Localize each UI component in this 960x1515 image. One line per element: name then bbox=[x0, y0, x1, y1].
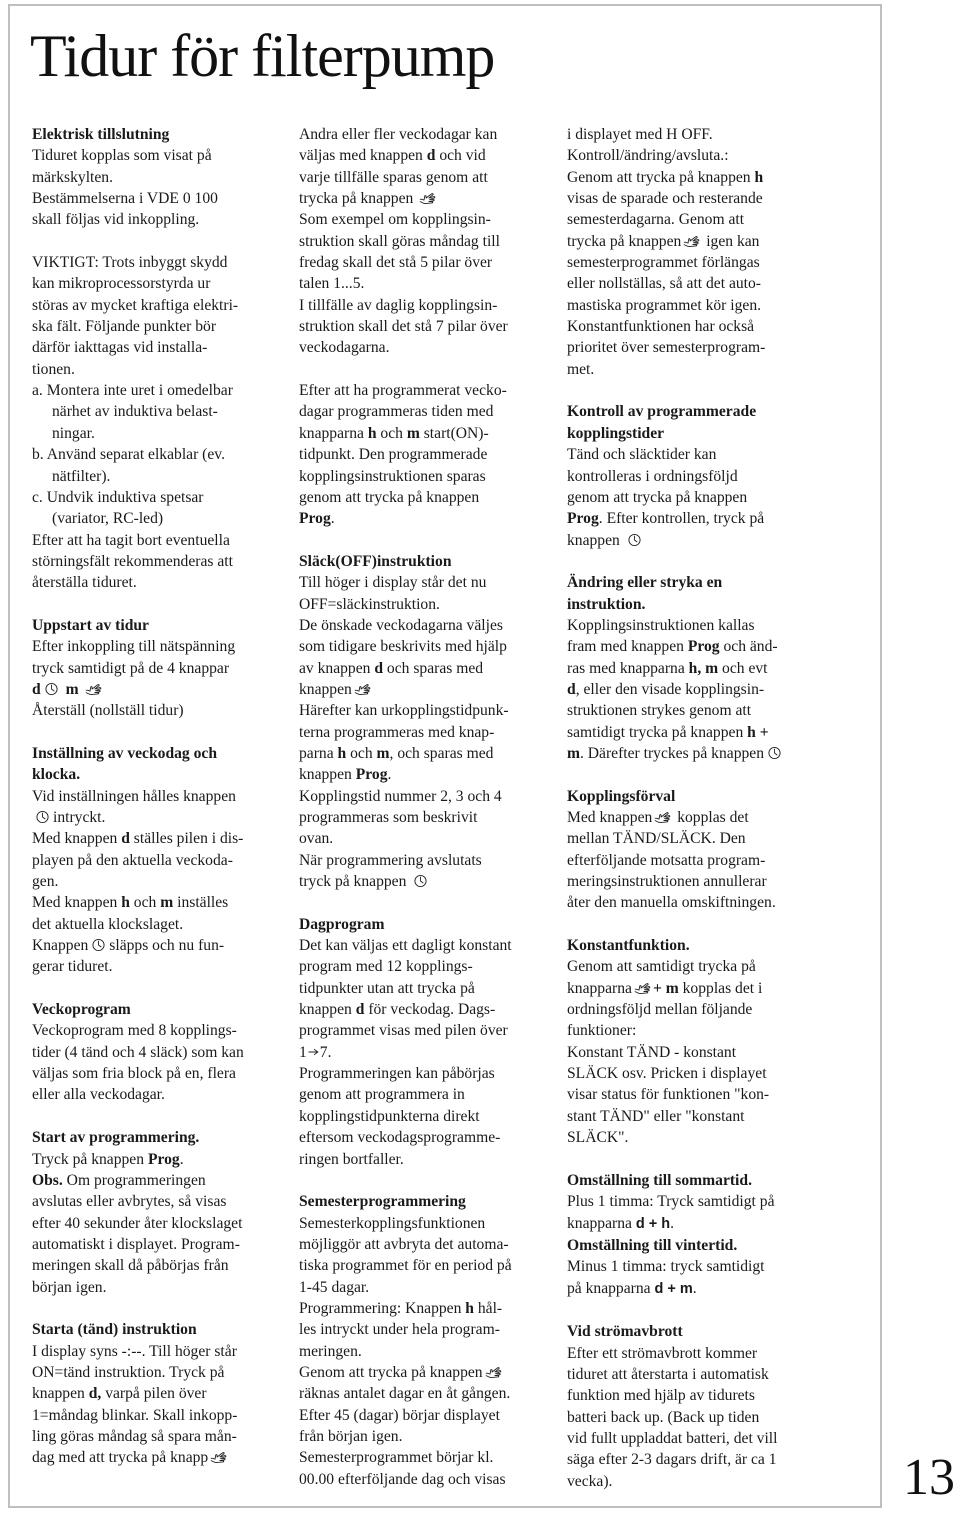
paragraph-start-programming bbox=[32, 1127, 282, 1298]
key-plus-m: + m bbox=[652, 979, 679, 997]
key-prog: Prog bbox=[687, 638, 720, 656]
key-d-plus-h: d + h bbox=[635, 1215, 671, 1232]
clock-icon bbox=[412, 874, 429, 888]
text: Härefter kan urkopplingstidpunk- terna programmeras med knap- parna bbox=[299, 702, 509, 762]
text: . bbox=[692, 1279, 697, 1297]
text: och bbox=[346, 744, 377, 762]
text: . bbox=[330, 510, 335, 528]
text: Efter ett strömavbrott kommer tiduret att återstarta i automatisk funktion med hjälp av tidurets batteri back up. (Back up tiden vid fullt uppladdat batteri, det vill säga efter 2-3 dagars drift, är ca 1 vecka). bbox=[567, 1344, 778, 1490]
text: Minus 1 timma: tryck samtidigt på knapparna bbox=[567, 1258, 765, 1297]
key-d: d bbox=[355, 1001, 365, 1019]
text: . bbox=[179, 1150, 184, 1168]
text: . bbox=[670, 1214, 674, 1232]
text-electrical: Tiduret kopplas som visat på märkskylten. Bestämmelserna i VDE 0 100 skall följas vid inkoppling. bbox=[32, 147, 218, 229]
paragraph-holiday-cont bbox=[567, 124, 817, 380]
column-3 bbox=[567, 124, 817, 1492]
heading-preselect: Kopplingsförval bbox=[567, 787, 676, 805]
paragraph-important bbox=[32, 252, 282, 594]
key-m: m bbox=[376, 744, 390, 762]
key-m: m bbox=[160, 894, 174, 912]
key-h: h bbox=[465, 1299, 474, 1317]
paragraph-day-program bbox=[299, 914, 554, 1170]
clock-icon bbox=[34, 810, 51, 824]
text: start(ON)- tidpunkt. Den programmerade kopplingsinstruktionen sparas genom att trycka på knappen bbox=[299, 424, 489, 506]
paragraph-off-instruction bbox=[299, 551, 554, 893]
hand-pointer-icon bbox=[683, 234, 700, 248]
clock-icon bbox=[766, 746, 783, 760]
heading-winter-time: Omställning till vintertid. bbox=[567, 1236, 738, 1254]
key-d: d bbox=[426, 147, 436, 165]
list-item-c: c. Undvik induktiva spetsar (variator, RC-led) bbox=[32, 488, 204, 528]
text: ställes pilen i dis- playen på den aktuella veckoda- gen. bbox=[32, 830, 244, 891]
text: . Därefter tryckes på knappen bbox=[580, 744, 765, 762]
heading-summer-time: Omställning till sommartid. bbox=[567, 1171, 752, 1189]
text: för veckodag. Dags- programmet visas med pilen över 1 bbox=[299, 1001, 508, 1061]
key-d: d bbox=[121, 830, 130, 848]
key-prog: Prog bbox=[147, 1150, 180, 1168]
key-d: d, bbox=[88, 1385, 102, 1403]
text: Plus 1 timma: Tryck samtidigt på knapparna bbox=[567, 1193, 775, 1232]
paragraph-start-instruction bbox=[32, 1319, 282, 1468]
text-reset: Återställ (nollställ tidur) bbox=[32, 702, 184, 720]
text: . Kopplingstid nummer 2, 3 och 4 programmeras som beskrivit ovan. När programmering avslutats tryck på knappen bbox=[299, 766, 502, 891]
list-item-b: b. Använd separat elkablar (ev. nätfilter). bbox=[32, 446, 225, 485]
heading-startup: Uppstart av tidur bbox=[32, 616, 149, 634]
text: och vid varje tillfälle sparas genom att trycka på knappen bbox=[299, 147, 488, 208]
paragraph-constant bbox=[567, 935, 817, 1148]
hand-pointer-icon bbox=[85, 682, 102, 696]
key-d: d bbox=[374, 659, 384, 677]
text-important: VIKTIGT: Trots inbyggt skydd kan mikroprocessorstyrda ur störas av mycket kraftiga elektri- ska fält. Följande punkter bör därför iakttagas vid installa- tionen. bbox=[32, 254, 239, 378]
text: släpps och nu fun- gerar tiduret. bbox=[32, 937, 225, 976]
text: och änd- ras med knapparna bbox=[567, 638, 778, 677]
text: Knappen bbox=[32, 937, 89, 955]
text: i displayet med H OFF. Kontroll/ändring/avsluta.: Genom att trycka på knappen bbox=[567, 126, 751, 186]
text: Med knappen bbox=[567, 809, 653, 826]
text: . Efter kontrollen, tryck på knappen bbox=[567, 510, 765, 549]
text: I display syns -:--. Till höger står ON=tänd instruktion. Tryck på knappen bbox=[32, 1342, 237, 1403]
hand-pointer-icon bbox=[419, 191, 436, 205]
text: och sparas med knappen bbox=[299, 659, 484, 698]
paragraph-startup bbox=[32, 615, 282, 722]
column-2 bbox=[299, 124, 554, 1490]
text-startup: Efter inkoppling till nätspänning tryck samtidigt på de 4 knappar bbox=[32, 638, 236, 677]
key-h: h bbox=[337, 744, 347, 762]
heading-constant: Konstantfunktion. bbox=[567, 937, 690, 955]
paragraph-set-day bbox=[32, 743, 282, 978]
text: Vid inställningen hålles knappen bbox=[32, 787, 236, 805]
paragraph-electrical bbox=[32, 124, 282, 231]
text: Genom att samtidigt trycka på knapparna bbox=[567, 958, 756, 997]
paragraph-change-delete bbox=[567, 572, 817, 764]
heading-off-instruction: Släck(OFF)instruktion bbox=[299, 552, 452, 570]
clock-icon bbox=[43, 682, 60, 696]
column-1 bbox=[32, 124, 282, 1469]
heading-power-failure: Vid strömavbrott bbox=[567, 1323, 683, 1341]
key-prog: Prog bbox=[299, 510, 331, 528]
heading-start-instruction: Starta (tänd) instruktion bbox=[32, 1321, 197, 1339]
text: Med knappen bbox=[32, 830, 122, 848]
list-item-a: a. Montera inte uret i omedelbar närhet av induktiva belast- ningar. bbox=[32, 382, 233, 442]
heading-set-day: Inställning av veckodag och klocka. bbox=[32, 744, 217, 784]
text: Med knappen bbox=[32, 894, 122, 912]
text: Som exempel om kopplingsin- struktion skall göras måndag till fredag skall det stå 5 pilar över talen 1...5. I tillfälle av daglig kopplingsin- struktion skall det stå 7 pilar över veckodagarna. bbox=[299, 211, 508, 357]
text: Till höger i display står det nu OFF=släckinstruktion. De önskade veckodagarna väljes som tidigare beskrivits med hjälp av knappen bbox=[299, 574, 507, 677]
arrow-right-icon bbox=[308, 1045, 319, 1059]
page-number: 13 bbox=[903, 1449, 955, 1506]
heading-electrical: Elektrisk tillslutning bbox=[32, 126, 170, 143]
clock-icon bbox=[90, 938, 107, 952]
heading-start-programming: Start av programmering. bbox=[32, 1129, 200, 1147]
text: intryckt. bbox=[53, 809, 106, 826]
text: visas de sparade och resterande semesterdagarna. Genom att trycka på knappen bbox=[567, 190, 763, 250]
key-h: h bbox=[121, 894, 130, 912]
paragraph-more-days bbox=[299, 124, 554, 359]
text: hål- les intryckt under hela program- meringen. Genom att trycka på knappen bbox=[299, 1299, 503, 1381]
key-h-plus: h + bbox=[747, 723, 769, 741]
text: Om programmeringen avslutas eller avbrytes, så visas efter 40 sekunder åter klockslaget automatiskt i displayet. Program- meringen skall då påbörjas från början igen. bbox=[32, 1171, 243, 1296]
hand-pointer-icon bbox=[210, 1450, 227, 1464]
paragraph-power-failure bbox=[567, 1321, 817, 1492]
text: och bbox=[129, 894, 161, 912]
text: Tryck på knappen bbox=[32, 1150, 148, 1168]
text: igen kan semesterprogrammet förlängas eller nollställas, så att det auto- mastiska programmet kör igen. Konstantfunktionen har också prioritet över semesterprogram- met. bbox=[567, 232, 766, 378]
text: Det kan väljas ett dagligt konstant program med 12 kopplings- tidpunkter utan att trycka på knappen bbox=[299, 937, 512, 1019]
key-m: m bbox=[406, 424, 420, 442]
text: Tänd och släcktider kan kontrolleras i ordningsföljd genom att trycka på knappen bbox=[567, 446, 748, 506]
text-reset-advice: Efter att ha tagit bort eventuella störningsfält rekommenderas att återställa tiduret. bbox=[32, 531, 233, 592]
text: 7. Programmeringen kan påbörjas genom att programmera in kopplingstidpunkterna direkt eftersom veckodagsprogramme- ringen bortfaller. bbox=[299, 1043, 501, 1168]
key-d: d bbox=[32, 680, 41, 698]
text: och evt bbox=[722, 659, 768, 677]
key-h: h bbox=[367, 424, 377, 442]
heading-day-program: Dagprogram bbox=[299, 915, 385, 933]
text: kopplas det mellan TÄND/SLÄCK. Den efterföljande motsatta program- meringsinstruktionen annullerar åter den manuella omskiftningen. bbox=[567, 809, 776, 912]
clock-icon bbox=[626, 533, 643, 547]
text: Andra eller fler veckodagar kan väljas med knappen bbox=[299, 126, 498, 165]
key-d: d bbox=[567, 680, 576, 698]
key-h: h bbox=[754, 168, 764, 186]
text: , eller den visade kopplingsin- struktionen strykes genom att samtidigt trycka på knappen bbox=[567, 680, 765, 741]
hand-pointer-icon bbox=[354, 682, 371, 696]
text: Kopplingsinstruktionen kallas fram med knappen bbox=[567, 616, 755, 656]
text: Semesterkopplingsfunktionen möjliggör att avbryta det automa- tiska programmet för en period på 1-45 dagar. Programmering: Knappen bbox=[299, 1214, 512, 1317]
key-m: m bbox=[567, 744, 580, 762]
paragraph-check-times bbox=[567, 401, 817, 550]
heading-week-program: Veckoprogram bbox=[32, 1001, 131, 1019]
paragraph-holiday bbox=[299, 1191, 554, 1490]
hand-pointer-icon bbox=[485, 1365, 502, 1379]
paragraph-preselect bbox=[567, 786, 817, 914]
paragraph-program-time bbox=[299, 380, 554, 529]
heading-change-delete: Ändring eller stryka en instruktion. bbox=[567, 574, 723, 613]
key-m: m bbox=[65, 680, 79, 698]
key-prog: Prog bbox=[355, 766, 388, 784]
text: kopplas det i ordningsföljd mellan följande funktioner: Konstant TÄND - konstant SLÄCK osv. Pricken i displayet visar status för funktionen "kon- stant TÄND" eller "konstant SLÄCK". bbox=[567, 979, 770, 1147]
text: och bbox=[376, 424, 407, 442]
key-h-m: h, m bbox=[688, 659, 719, 677]
text: inställes det aktuella klockslaget. bbox=[32, 894, 229, 933]
key-d-plus-m: d + m bbox=[654, 1280, 693, 1297]
text: varpå pilen över 1=måndag blinkar. Skall inkopp- ling göras måndag så spara mån- dag med att trycka på knapp bbox=[32, 1385, 238, 1467]
heading-check-times: Kontroll av programmerade kopplingstider bbox=[567, 403, 757, 442]
heading-holiday: Semesterprogrammering bbox=[299, 1193, 466, 1211]
page-title: Tidur för filterpump bbox=[30, 23, 495, 89]
hand-pointer-icon bbox=[634, 981, 651, 995]
hand-pointer-icon bbox=[654, 810, 671, 824]
text: Efter att ha programmerat vecko- dagar programmeras tiden med knapparna bbox=[299, 382, 507, 442]
note-label: Obs. bbox=[32, 1171, 63, 1189]
paragraph-week-program bbox=[32, 999, 282, 1106]
text: Veckoprogram med 8 kopplings- tider (4 tänd och 4 släck) som kan väljas som fria block på en, flera eller alla veckodagar. bbox=[32, 1022, 244, 1104]
text: , och sparas med knappen bbox=[299, 744, 494, 784]
text: räknas antalet dagar en åt gången. Efter 45 (dagar) börjar displayet från början igen. Semesterprogrammet börjar kl. 00.00 efterföljande dag och visas bbox=[299, 1385, 511, 1488]
paragraph-dst bbox=[567, 1170, 817, 1300]
key-prog: Prog bbox=[567, 510, 599, 528]
